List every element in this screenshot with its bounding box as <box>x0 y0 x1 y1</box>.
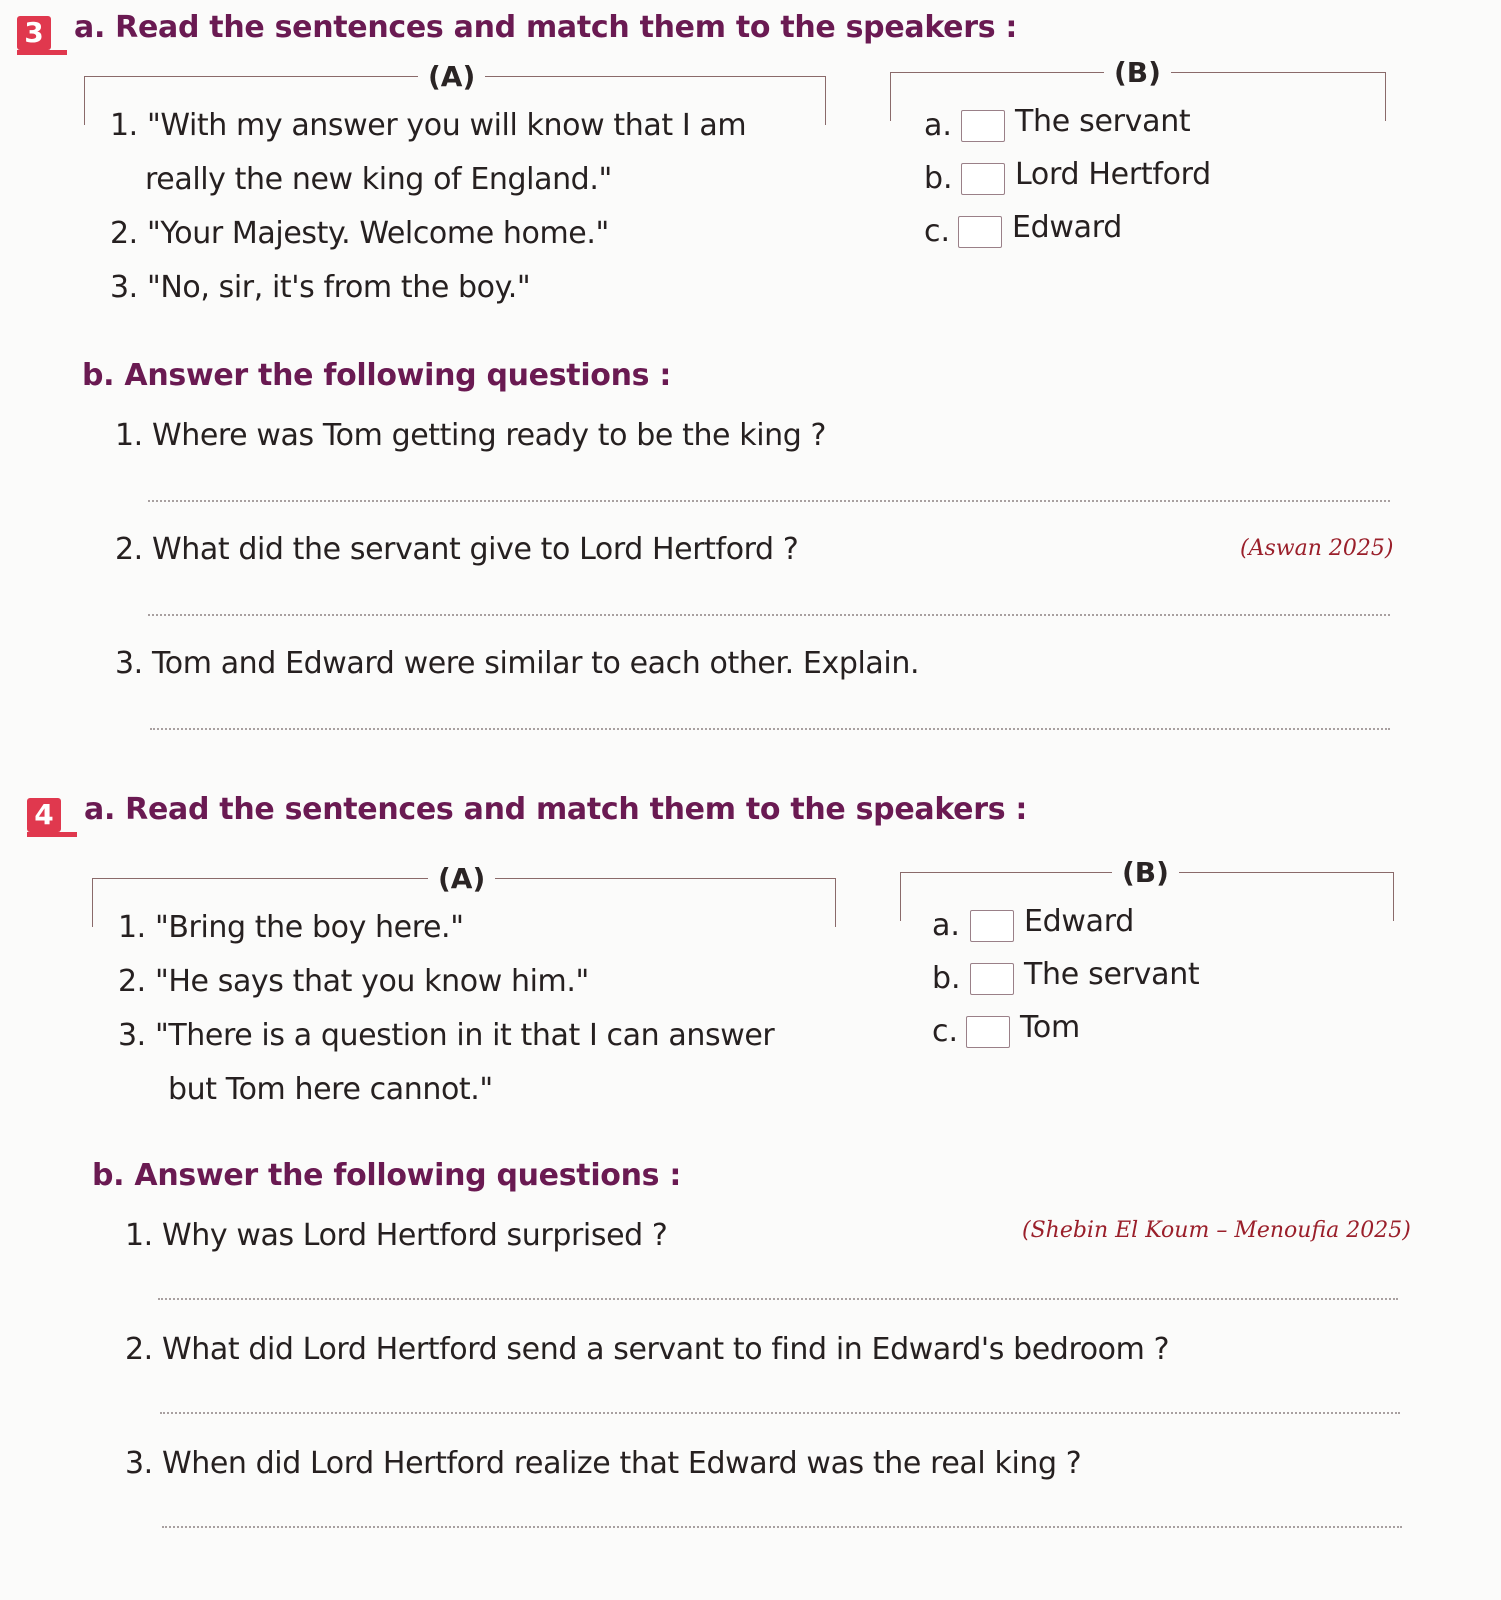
answer-checkbox[interactable] <box>970 910 1014 942</box>
question-source: (Shebin El Koum – Menoufia 2025) <box>1022 1218 1411 1243</box>
answer-checkbox[interactable] <box>958 216 1002 248</box>
sentence-1: 1. "Bring the boy here." <box>118 910 464 945</box>
speaker-option: Lord Hertford <box>1015 157 1211 192</box>
speaker-option: The servant <box>1024 957 1200 992</box>
speaker-letter: b. <box>924 161 953 196</box>
sentence-1: 1. "With my answer you will know that I am <box>110 108 747 143</box>
column-b-label: (B) <box>1104 56 1171 89</box>
answer-line[interactable] <box>160 1412 1400 1414</box>
speaker-letter: c. <box>932 1014 959 1049</box>
answer-line[interactable] <box>148 500 1390 502</box>
speaker-option: Edward <box>1012 210 1122 245</box>
answer-line[interactable] <box>148 614 1390 616</box>
part-b-heading: b. Answer the following questions : <box>82 358 672 393</box>
answer-checkbox[interactable] <box>961 163 1005 195</box>
badge-underline <box>17 50 67 55</box>
sentence-3: 3. "There is a question in it that I can answer <box>118 1018 775 1053</box>
exercise-number-badge: 4 <box>27 798 61 832</box>
column-a-label: (A) <box>418 60 485 93</box>
sentence-1-continued: really the new king of England." <box>145 162 612 197</box>
question-2: 2. What did the servant give to Lord Hertford ? <box>115 532 799 567</box>
sentence-2: 2. "He says that you know him." <box>118 964 589 999</box>
part-a-heading: a. Read the sentences and match them to the speakers : <box>84 792 1028 827</box>
speaker-letter: b. <box>932 961 961 996</box>
answer-line[interactable] <box>150 728 1390 730</box>
answer-line[interactable] <box>158 1298 1398 1300</box>
speaker-letter: c. <box>924 214 951 249</box>
exercise-number-badge: 3 <box>17 16 51 50</box>
answer-line[interactable] <box>162 1526 1402 1528</box>
sentence-3-continued: but Tom here cannot." <box>168 1072 493 1107</box>
answer-checkbox[interactable] <box>961 110 1005 142</box>
part-a-heading: a. Read the sentences and match them to the speakers : <box>74 10 1018 45</box>
question-1: 1. Why was Lord Hertford surprised ? <box>125 1218 668 1253</box>
question-3: 3. When did Lord Hertford realize that Edward was the real king ? <box>125 1446 1082 1481</box>
question-3: 3. Tom and Edward were similar to each other. Explain. <box>115 646 920 681</box>
question-source: (Aswan 2025) <box>1240 536 1394 561</box>
badge-underline <box>27 832 77 837</box>
sentence-2: 2. "Your Majesty. Welcome home." <box>110 216 609 251</box>
column-b-label: (B) <box>1112 856 1179 889</box>
speaker-option: The servant <box>1015 104 1191 139</box>
speaker-option: Tom <box>1020 1010 1080 1045</box>
column-a-label: (A) <box>428 862 495 895</box>
part-b-heading: b. Answer the following questions : <box>92 1158 682 1193</box>
question-1: 1. Where was Tom getting ready to be the king ? <box>115 418 827 453</box>
speaker-letter: a. <box>932 908 960 943</box>
speaker-option: Edward <box>1024 904 1134 939</box>
speaker-letter: a. <box>924 108 952 143</box>
sentence-3: 3. "No, sir, it's from the boy." <box>110 270 531 305</box>
answer-checkbox[interactable] <box>966 1016 1010 1048</box>
question-2: 2. What did Lord Hertford send a servant to find in Edward's bedroom ? <box>125 1332 1170 1367</box>
answer-checkbox[interactable] <box>970 963 1014 995</box>
